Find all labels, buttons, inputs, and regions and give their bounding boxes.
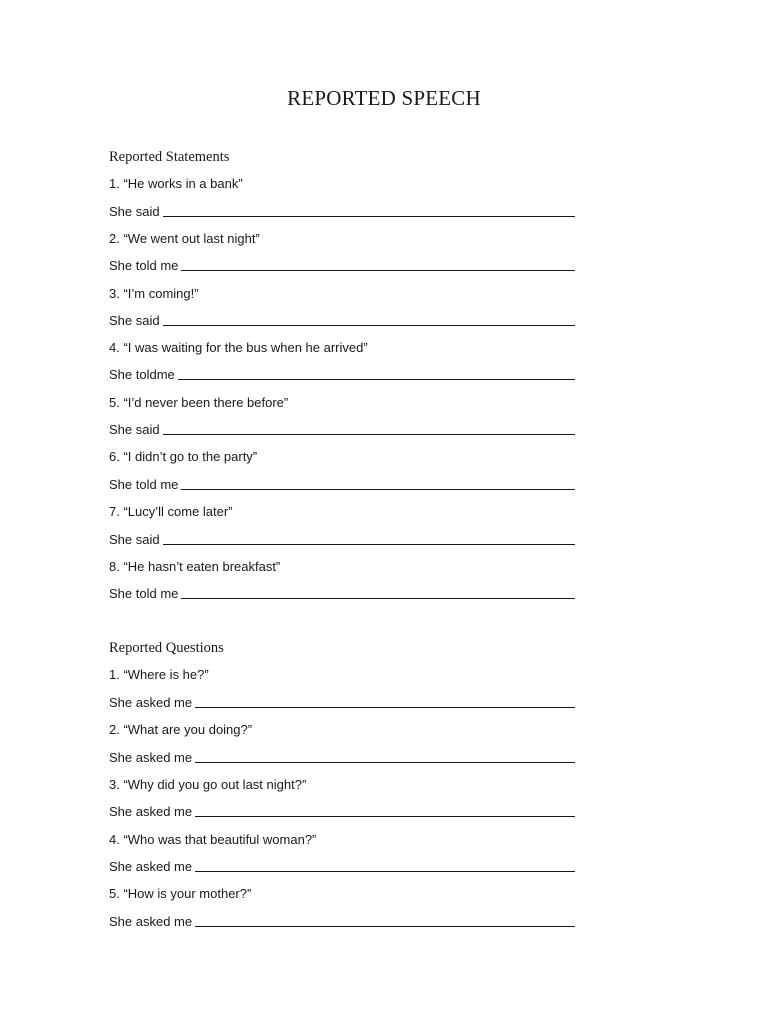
- answer-label: She said: [109, 313, 160, 328]
- answer-blank-line[interactable]: [181, 598, 575, 599]
- answer-label: She said: [109, 422, 160, 437]
- question-prompt-3: 3. “Why did you go out last night?”: [109, 777, 307, 792]
- answer-label: She told me: [109, 258, 179, 273]
- question-answer-4: [109, 859, 575, 874]
- answer-label: She toldme: [109, 367, 175, 382]
- statement-prompt-1: 1. “He works in a bank”: [109, 176, 243, 191]
- page-title: REPORTED SPEECH: [287, 86, 481, 110]
- answer-blank-line[interactable]: [163, 434, 575, 435]
- statement-answer-8: [109, 586, 575, 601]
- answer-blank-line[interactable]: [163, 544, 575, 545]
- statement-answer-3: [109, 313, 575, 328]
- statement-answer-1: [109, 204, 575, 219]
- question-prompt-5: 5. “How is your mother?”: [109, 886, 252, 901]
- answer-label: She asked me: [109, 695, 193, 710]
- statement-prompt-5: 5. “I’d never been there before”: [109, 395, 289, 410]
- section-heading-questions: Reported Questions: [109, 640, 224, 656]
- question-prompt-4: 4. “Who was that beautiful woman?”: [109, 832, 317, 847]
- answer-blank-line[interactable]: [195, 762, 575, 763]
- answer-blank-line[interactable]: [195, 926, 575, 927]
- answer-blank-line[interactable]: [163, 216, 575, 217]
- answer-blank-line[interactable]: [163, 325, 575, 326]
- answer-blank-line[interactable]: [181, 489, 575, 490]
- answer-blank-line[interactable]: [195, 816, 575, 817]
- statement-prompt-2: 2. “We went out last night”: [109, 231, 260, 246]
- statement-answer-2: [109, 258, 575, 273]
- statement-prompt-8: 8. “He hasn’t eaten breakfast”: [109, 559, 281, 574]
- answer-label: She told me: [109, 477, 179, 492]
- question-answer-3: [109, 804, 575, 819]
- answer-label: She said: [109, 204, 160, 219]
- statement-prompt-7: 7. “Lucy’ll come later”: [109, 504, 233, 519]
- answer-blank-line[interactable]: [181, 270, 575, 271]
- statement-prompt-6: 6. “I didn’t go to the party”: [109, 449, 258, 464]
- answer-blank-line[interactable]: [178, 379, 575, 380]
- section-heading-statements: Reported Statements: [109, 149, 230, 165]
- answer-label: She asked me: [109, 804, 193, 819]
- answer-label: She asked me: [109, 750, 193, 765]
- statement-answer-7: [109, 532, 575, 547]
- question-answer-1: [109, 695, 575, 710]
- question-prompt-2: 2. “What are you doing?”: [109, 722, 253, 737]
- answer-label: She asked me: [109, 859, 193, 874]
- statement-prompt-3: 3. “I’m coming!”: [109, 286, 199, 301]
- question-answer-5: [109, 914, 575, 929]
- answer-blank-line[interactable]: [195, 707, 575, 708]
- question-prompt-1: 1. “Where is he?”: [109, 667, 209, 682]
- answer-blank-line[interactable]: [195, 871, 575, 872]
- statement-answer-4: [109, 367, 575, 382]
- answer-label: She asked me: [109, 914, 193, 929]
- answer-label: She said: [109, 532, 160, 547]
- statement-prompt-4: 4. “I was waiting for the bus when he arrived”: [109, 340, 368, 355]
- statement-answer-6: [109, 477, 575, 492]
- question-answer-2: [109, 750, 575, 765]
- statement-answer-5: [109, 422, 575, 437]
- answer-label: She told me: [109, 586, 179, 601]
